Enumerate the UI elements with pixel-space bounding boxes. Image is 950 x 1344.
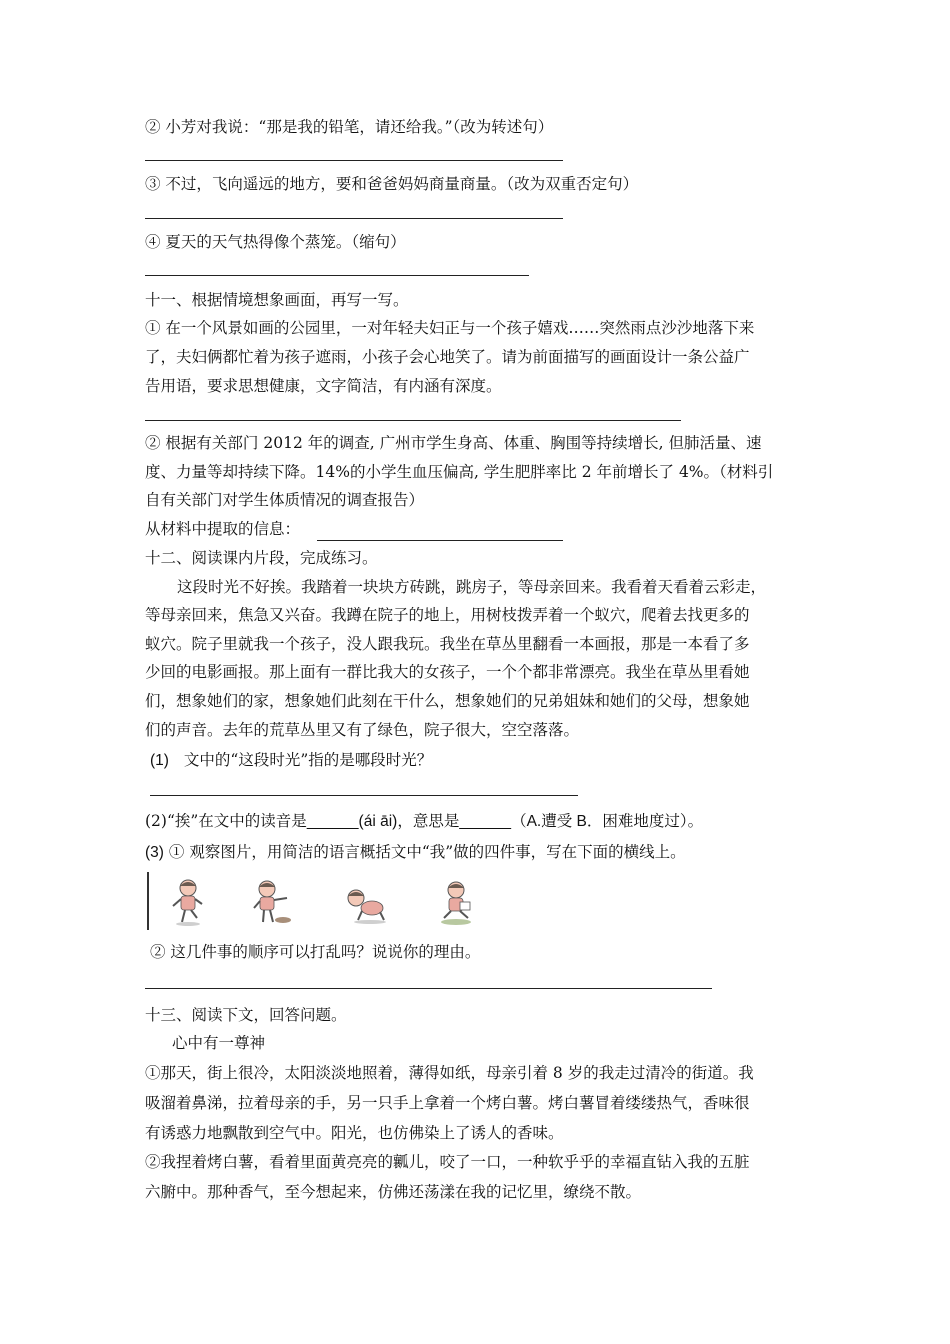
q12-question-3 (145, 841, 686, 864)
essay-title: 心中有一尊神 (172, 1034, 266, 1052)
passage-line: 这段时光不好挨。我踏着一块块方砖跳，跳房子，等母亲回来。我看着天看着云彩走， (177, 578, 767, 596)
q10-sentence-3: ③ 不过，飞向遥远的地方，要和爸爸妈妈商量商量。（改为双重否定句） (145, 175, 639, 193)
q11-paragraph-1-line: ① 在一个风景如画的公园里，一对年轻夫妇正与一个孩子嬉戏……突然雨点沙沙地落下来 (145, 319, 755, 337)
q11-info-prompt: 从材料中提取的信息： (145, 520, 301, 538)
q11-title: 十一、根据情境想象画面，再写一写。 (145, 291, 409, 309)
essay-line: 吸溜着鼻涕，拉着母亲的手，另一只手上拿着一个烤白薯。烤白薯冒着缕缕热气，香味很 (145, 1094, 750, 1112)
question-text: ，意思是 (397, 812, 460, 830)
q10-sentence-2: ② 小芳对我说：“那是我的铅笔，请还给我。”（改为转述句） (145, 118, 554, 136)
child-watching-clouds-image (243, 878, 299, 928)
essay-line: ①那天，街上很冷，太阳淡淡地照着，薄得如纸，母亲引着 8 岁的我走过清冷的街道。我 (145, 1064, 754, 1082)
q13-title: 十三、阅读下文，回答问题。 (145, 1006, 347, 1024)
blank[interactable]: ______ (306, 813, 359, 830)
question-text: (2)“挨”在文中的读音是 (145, 812, 307, 830)
q12-question-1 (150, 749, 432, 772)
answer-line[interactable] (317, 540, 563, 541)
illustrations (145, 870, 545, 932)
child-reading-image (430, 878, 486, 928)
essay-line: 六腑中。那种香气，至今想起来，仿佛还荡漾在我的记忆里，缭绕不散。 (145, 1183, 642, 1201)
meaning-options: （A.遭受 B．困难地度过）。 (511, 813, 704, 830)
answer-line[interactable] (145, 988, 712, 989)
question-number: (1) (150, 752, 169, 769)
question-text: 文中的“这段时光”指的是哪段时光？ (183, 751, 433, 769)
q11-paragraph-1-line: 了，夫妇俩都忙着为孩子遮雨，小孩子会心地笑了。请为前面描写的画面设计一条公益广 (145, 348, 750, 366)
answer-line[interactable] (145, 160, 563, 161)
essay-line: ②我捏着烤白薯，看着里面黄亮亮的瓤儿，咬了一口，一种软乎乎的幸福直钻入我的五脏 (145, 1153, 750, 1171)
passage-line: 蚁穴。院子里就我一个孩子，没人跟我玩。我坐在草丛里翻看一本画报，那是一本看了多 (145, 635, 750, 653)
q12-question-2 (145, 810, 703, 833)
q12-title: 十二、阅读课内片段，完成练习。 (145, 549, 378, 567)
answer-line[interactable] (145, 420, 681, 421)
child-crawling-image (340, 878, 396, 928)
answer-line[interactable] (145, 218, 563, 219)
q12-question-3-sub-2: ② 这几件事的顺序可以打乱吗？说说你的理由。 (150, 943, 481, 961)
passage-line: 们的声音。去年的荒草丛里又有了绿色，院子很大，空空落落。 (145, 721, 580, 739)
child-hopscotch-image (160, 878, 216, 928)
passage-line: 等母亲回来，焦急又兴奋。我蹲在院子的地上，用树枝拨弄着一个蚁穴，爬着去找更多的 (145, 606, 750, 624)
answer-line[interactable] (145, 275, 529, 276)
question-text: ① 观察图片，用简洁的语言概括文中“我”做的四件事，写在下面的横线上。 (168, 843, 686, 861)
question-number: (3) (145, 844, 164, 861)
pinyin-options: (ái āi) (358, 813, 398, 830)
q10-sentence-4: ④ 夏天的天气热得像个蒸笼。（缩句） (145, 233, 406, 251)
answer-line[interactable] (150, 795, 578, 796)
q11-paragraph-2-line: 度、力量等却持续下降。14%的小学生血压偏高, 学生肥胖率比 2 年前增长了 4%。（材料引 (145, 463, 774, 481)
passage-line: 们，想象她们的家，想象她们此刻在干什么，想象她们的兄弟姐妹和她们的父母，想象她 (145, 692, 750, 710)
divider (147, 872, 149, 930)
blank[interactable]: ______ (459, 813, 512, 830)
q11-paragraph-2-line: ② 根据有关部门 2012 年的调查, 广州市学生身高、体重、胸围等持续增长, 但肺活量、速 (145, 434, 762, 452)
q11-paragraph-2-line: 自有关部门对学生体质情况的调查报告） (145, 491, 425, 509)
passage-line: 少回的电影画报。那上面有一群比我大的女孩子，一个个都非常漂亮。我坐在草丛里看她 (145, 663, 750, 681)
essay-line: 有诱惑力地飘散到空气中。阳光，也仿佛染上了诱人的香味。 (145, 1124, 564, 1142)
q11-paragraph-1-line: 告用语，要求思想健康，文字简洁，有内涵有深度。 (145, 377, 502, 395)
